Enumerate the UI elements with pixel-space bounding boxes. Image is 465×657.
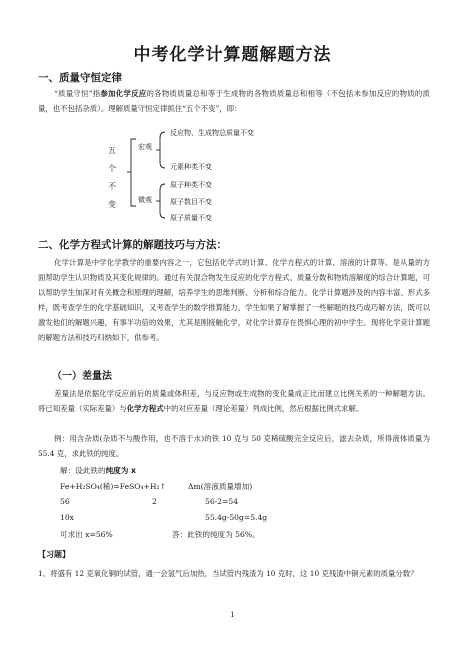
method-text-b: 中的对应差量（理论差量）列成比例，然后根据比例式求解。	[163, 404, 364, 413]
side-char-3: 不	[108, 182, 116, 191]
macro-item-2: 元素种类不变	[170, 163, 212, 171]
answer-right: 答：此铁的纯度为 56%。	[172, 530, 260, 539]
micro-label: 微观	[138, 196, 152, 204]
solution-text: 解：设此铁的	[60, 466, 106, 475]
ratio-row-1-left: 56	[60, 497, 70, 506]
micro-item-3: 原子质量不变	[170, 214, 212, 222]
difference-method-paragraph	[38, 386, 430, 416]
intro-text: 化学计算是中学化学教学的重要内容之一，它包括化学式的计算、化学方程式的计算、溶液的计算等。是从量的方面帮助学生认识物质及其变化规律的。通过有关混合物发生反应的化学方程式、质量分数和物质溶解度的综合计算题，可以帮助学生加深对有关概念和原理的理解，培养学生的思维判断、分析和综合能力。化学计算题涉及的内容丰富、形式多样，既考查学生的化学基础知识，又考查学生的数学推算能力。学生如果了解掌握了一些解题的技巧或巧解方法，既可以激发他们的解题兴趣，有事半功倍的效果，尤其是刚接触化学，对化学计算存在畏惧心理的初中学生。现将化学竞计算题的解题方法和技巧归纳如下，供参考。	[38, 258, 430, 342]
example-problem	[38, 431, 430, 461]
ratio-row-2-left: 10x	[60, 513, 74, 522]
macro-label: 宏观	[138, 143, 152, 151]
page-number: 1	[230, 611, 235, 619]
ratio-row-1-right: 56-2=54	[205, 497, 239, 506]
para-bold-term: 参加化学反应	[100, 89, 147, 98]
para-text-a: “质量守恒”指	[54, 89, 101, 98]
method-bold-term: 化学方程式	[126, 404, 164, 413]
example-text: 例：用含杂质(杂质不与酸作用，也不溶于水)的铁 10 克与 50 克稀硫酸完全反应后，滤去杂质，所得液体质量为 55.4 克，求此铁的纯度。	[38, 434, 430, 458]
equation-left: Fe+H₂SO₄(稀)=FeSO₄+H₂↑	[60, 482, 166, 491]
micro-item-1: 原子种类不变	[170, 181, 212, 189]
ratio-row-1-mid: 2	[152, 497, 157, 506]
exercise-heading: 【习题】	[38, 550, 70, 559]
side-char-2: 个	[108, 164, 116, 173]
side-char-4: 变	[108, 200, 116, 209]
section-heading-2: 二、化学方程式计算的解题技巧与方法：	[38, 239, 227, 251]
macro-item-1: 反应物、生成物总质量不变	[170, 129, 254, 137]
solution-intro	[60, 465, 136, 476]
para-text-b: 的各物质质量总和等于生成物的各物质质量总和相等（不包括未参加反应的物质的质量，也不包括杂质）。理解质量守恒定律抓住“五个不变”，即：	[38, 89, 430, 113]
document-title: 中考化学计算题解题方法	[133, 45, 332, 65]
exercise-question-1: 1、将盛有 12 克氧化铜的试管，通一会氢气后加热，当试管内残渣为 10 克时，这 10 克残渣中铜元素的质量分数？	[38, 569, 418, 578]
subsection-heading-difference-method: （一）差量法	[52, 371, 112, 382]
equation-right: Δm(溶液质量增加)	[188, 482, 253, 491]
solution-bold: 纯度为 x	[105, 466, 136, 475]
micro-item-2: 原子数目不变	[170, 198, 212, 206]
answer-left: 可求出 x=56%	[60, 530, 113, 539]
section-2-intro	[38, 255, 430, 345]
method-text-a: 差量法是依据化学反应前后的质量或体积差，与反应物或生成物的变化量成正比而建立比例关系的一种解题方法。将已知差量（实际差量）与	[38, 389, 430, 413]
side-char-1: 五	[108, 146, 116, 155]
section-heading-1: 一、质量守恒定律	[38, 72, 122, 84]
ratio-row-2-right: 55.4g-50g=5.4g	[205, 513, 268, 522]
